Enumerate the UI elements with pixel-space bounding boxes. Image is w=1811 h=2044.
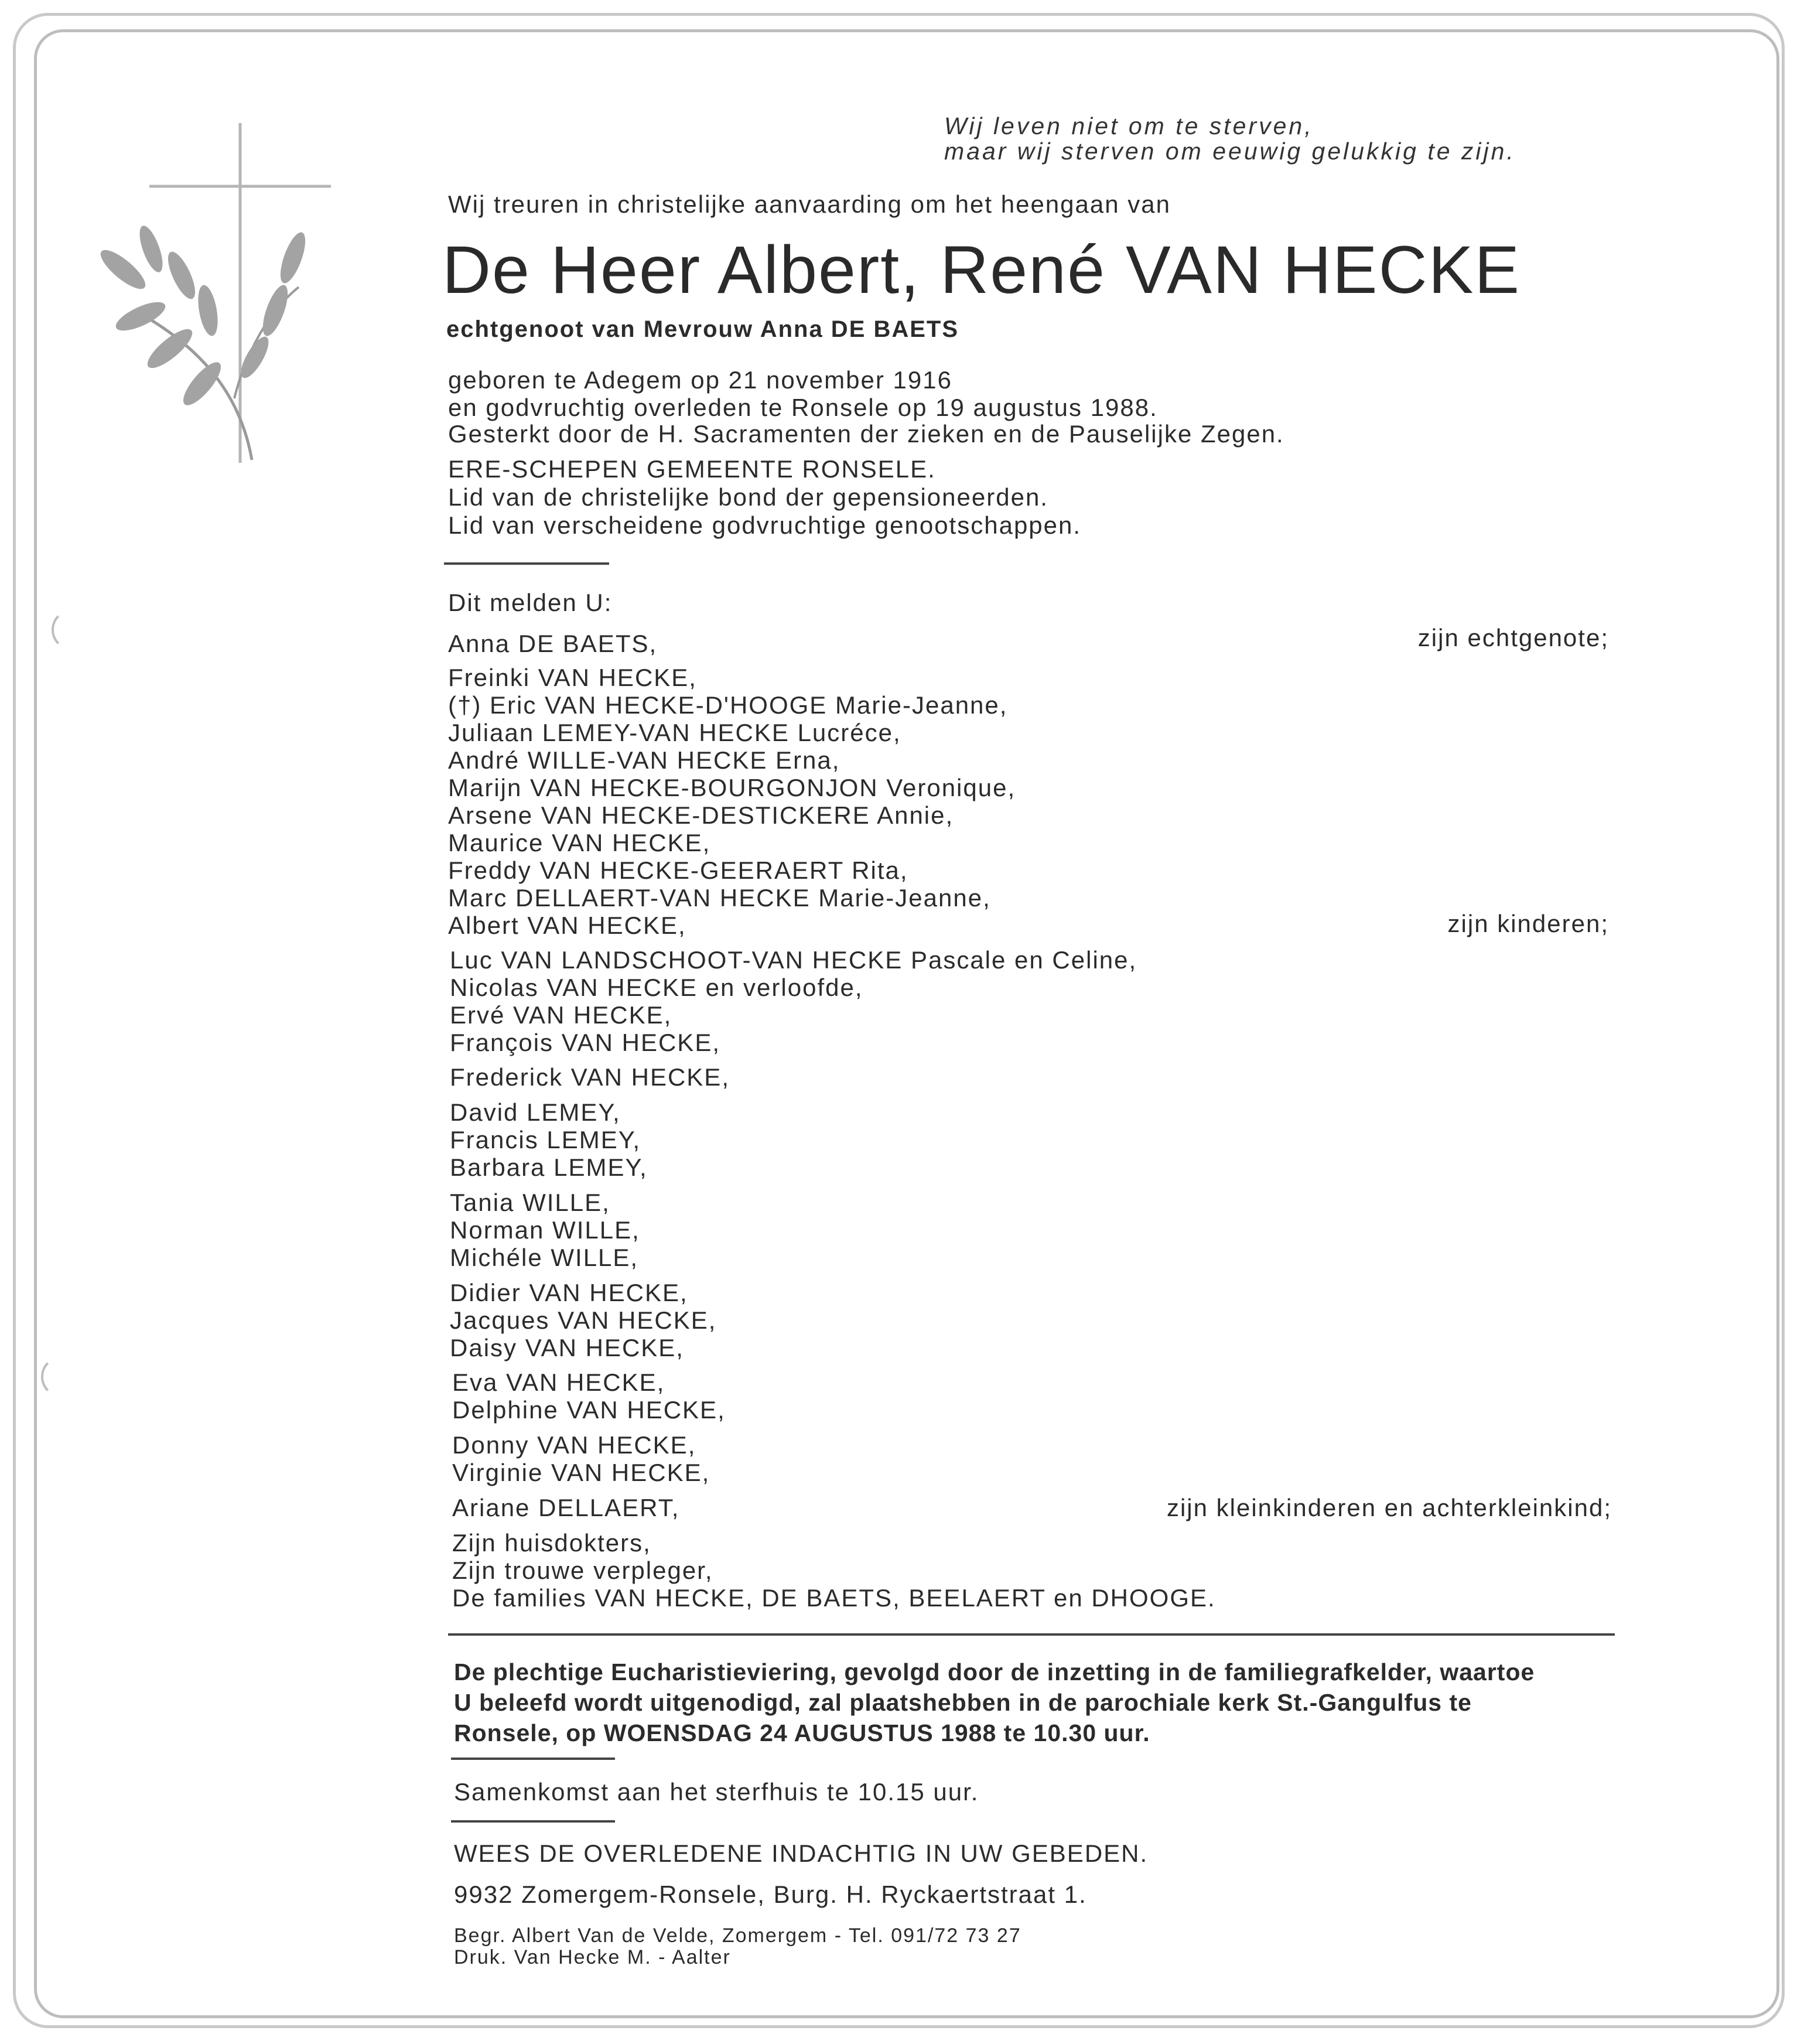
family-spouse-role: zijn echtgenote; [1417, 624, 1609, 651]
family-grandchild: Luc VAN LANDSCHOOT-VAN HECKE Pascale en Celine, [450, 946, 1137, 974]
printer-credit: Druk. Van Hecke M. - Aalter [454, 1946, 731, 1968]
family-grandchild: Ervé VAN HECKE, [450, 1001, 672, 1029]
service-line: Ronsele, op WOENSDAG 24 AUGUSTUS 1988 te 10.30 uur. [454, 1719, 1150, 1746]
motto-line-2: maar wij sterven om eeuwig gelukkig te zijn. [944, 138, 1516, 165]
divider [451, 1758, 615, 1760]
bio-line: geboren te Adegem op 21 november 1916 [448, 366, 952, 394]
gathering-text: Samenkomst aan het sterfhuis te 10.15 uur. [454, 1778, 979, 1806]
binder-hole-mark [52, 609, 93, 650]
family-grandchild: Daisy VAN HECKE, [450, 1334, 684, 1361]
undertaker-credit: Begr. Albert Van de Velde, Zomergem - Tel. 091/72 73 27 [454, 1924, 1021, 1947]
announce-text: Dit melden U: [448, 589, 613, 616]
family-child: Marijn VAN HECKE-BOURGONJON Veronique, [448, 774, 1016, 801]
spouse-line: echtgenoot van Mevrouw Anna DE BAETS [446, 316, 959, 342]
family-child: Freddy VAN HECKE-GEERAERT Rita, [448, 856, 908, 884]
bio-line: en godvruchtig overleden te Ronsele op 19 augustus 1988. [448, 394, 1158, 421]
family-other: Zijn trouwe verpleger, [452, 1557, 713, 1584]
bio-line: Lid van de christelijke bond der gepensioneerden. [448, 483, 1048, 511]
family-grandchild: Virginie VAN HECKE, [452, 1459, 710, 1486]
family-grandchild: Norman WILLE, [450, 1216, 640, 1244]
family-grandchild: David LEMEY, [450, 1098, 621, 1126]
family-grandchild: Tania WILLE, [450, 1189, 610, 1216]
family-grandchild: Frederick VAN HECKE, [450, 1063, 730, 1091]
family-grandchild: Delphine VAN HECKE, [452, 1396, 726, 1424]
family-grandchild: Francis LEMEY, [450, 1126, 641, 1154]
family-child: Albert VAN HECKE, [448, 912, 686, 939]
family-grandchildren-role: zijn kleinkinderen en achterkleinkind; [1166, 1494, 1612, 1521]
family-grandchild: Didier VAN HECKE, [450, 1279, 688, 1306]
family-child: Arsene VAN HECKE-DESTICKERE Annie, [448, 801, 954, 829]
bio-line: Gesterkt door de H. Sacramenten der zieken en de Pauselijke Zegen. [448, 420, 1284, 448]
family-other: Zijn huisdokters, [452, 1529, 651, 1557]
family-grandchild: Jacques VAN HECKE, [450, 1306, 717, 1334]
service-paragraph [454, 1657, 1625, 1748]
deceased-name-heading: De Heer Albert, René VAN HECKE [442, 233, 1521, 308]
divider [444, 562, 609, 565]
prayer-text: WEES DE OVERLEDENE INDACHTIG IN UW GEBEDEN. [454, 1840, 1149, 1867]
family-children-role: zijn kinderen; [1447, 910, 1609, 937]
motto-line-1: Wij leven niet om te sterven, [944, 112, 1314, 139]
binder-hole-mark [41, 1356, 82, 1397]
family-other: De families VAN HECKE, DE BAETS, BEELAERT en DHOOGE. [452, 1584, 1216, 1612]
cross-branch-ornament [100, 117, 346, 469]
divider [451, 1820, 615, 1823]
family-child: Maurice VAN HECKE, [448, 829, 711, 856]
family-child: André WILLE-VAN HECKE Erna, [448, 746, 840, 774]
service-line: De plechtige Eucharistieviering, gevolgd door de inzetting in de familiegrafkelder, waartoe [454, 1659, 1535, 1685]
family-child: Juliaan LEMEY-VAN HECKE Lucréce, [448, 719, 901, 746]
service-line: U beleefd wordt uitgenodigd, zal plaatshebben in de parochiale kerk St.-Gangulfus te [454, 1689, 1472, 1716]
family-child: Freinki VAN HECKE, [448, 664, 697, 691]
family-grandchild: Barbara LEMEY, [450, 1154, 648, 1181]
family-spouse: Anna DE BAETS, [448, 630, 658, 657]
divider [448, 1633, 1615, 1636]
intro-text: Wij treuren in christelijke aanvaarding om het heengaan van [448, 190, 1171, 218]
family-grandchild: François VAN HECKE, [450, 1029, 720, 1056]
bio-line: ERE-SCHEPEN GEMEENTE RONSELE. [448, 455, 936, 483]
address-text: 9932 Zomergem-Ronsele, Burg. H. Ryckaertstraat 1. [454, 1881, 1087, 1908]
family-child: (†) Eric VAN HECKE-D'HOOGE Marie-Jeanne, [448, 691, 1008, 719]
family-grandchild: Michéle WILLE, [450, 1244, 639, 1271]
family-grandchild: Eva VAN HECKE, [452, 1369, 665, 1396]
family-grandchild: Nicolas VAN HECKE en verloofde, [450, 974, 863, 1001]
bio-line: Lid van verscheidene godvruchtige genootschappen. [448, 511, 1082, 539]
family-grandchild: Ariane DELLAERT, [452, 1494, 680, 1521]
family-grandchild: Donny VAN HECKE, [452, 1431, 696, 1459]
family-child: Marc DELLAERT-VAN HECKE Marie-Jeanne, [448, 884, 991, 912]
